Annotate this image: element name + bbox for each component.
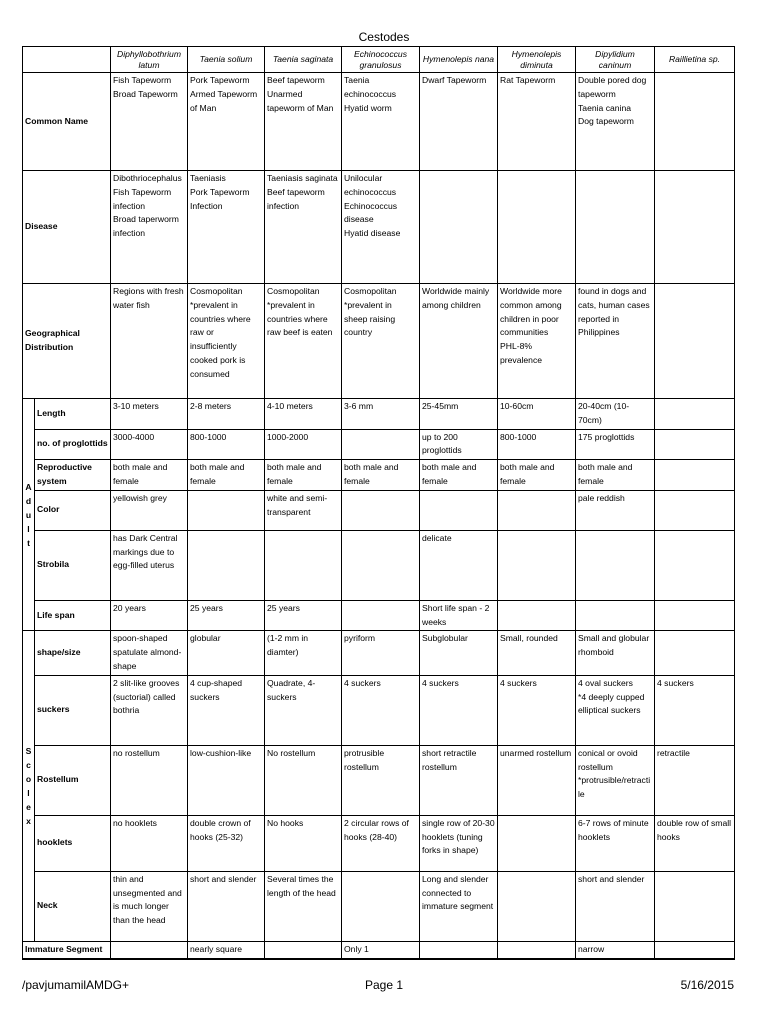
row-label: Geographical Distribution [23,284,111,399]
table-cell: nearly square [188,941,265,959]
table-row-color [23,490,735,530]
table-cell: unarmed rostellum [498,745,576,815]
table-cell: Worldwide more common among children in poor communities PHL-8% prevalence [498,284,576,399]
table-cell: 20 years [111,600,188,631]
table-row-shape [23,631,735,675]
table-cell [498,600,576,631]
table-row-length [23,399,735,430]
table-cell: 800-1000 [188,429,265,460]
table-cell: up to 200 proglottids [420,429,498,460]
header-row [23,47,735,73]
table-cell [111,941,188,959]
table-cell: Double pored dog tapeworm Taenia canina Dog tapeworm [576,73,655,171]
table-cell: 2-8 meters [188,399,265,430]
table-row-disease [23,171,735,284]
footer-page-number: Page 1 [364,978,404,992]
table-cell: double row of small hooks [655,815,735,871]
table-cell [188,530,265,600]
row-label: Disease [23,171,111,284]
table-cell [655,284,735,399]
table-row-geo [23,284,735,399]
table-cell: pale reddish [576,490,655,530]
table-cell [655,490,735,530]
row-label: Reproductive system [35,460,111,491]
table-cell: 6-7 rows of minute hooklets [576,815,655,871]
table-cell: 20-40cm (10-70cm) [576,399,655,430]
table-cell: short and slender [576,871,655,941]
table-cell: Small and globular rhomboid [576,631,655,675]
table-cell: conical or ovoid rostellum *protrusible/retractile [576,745,655,815]
cestodes-table [22,46,735,960]
table-cell: Rat Tapeworm [498,73,576,171]
table-cell: single row of 20-30 hooklets (tuning forks in shape) [420,815,498,871]
table-cell: 4 oval suckers *4 deeply cupped elliptical suckers [576,675,655,745]
table-cell: 25-45mm [420,399,498,430]
table-row-lifespan [23,600,735,631]
table-cell: both male and female [111,460,188,491]
table-row-strobila [23,530,735,600]
table-cell: 4-10 meters [265,399,342,430]
group-label-scolex: S c o l e x [23,631,35,941]
table-cell: 3-6 mm [342,399,420,430]
table-cell: Subglobular [420,631,498,675]
table-cell [655,399,735,430]
table-cell: 25 years [265,600,342,631]
table-cell: Taeniasis Pork Tapeworm Infection [188,171,265,284]
row-label: suckers [35,675,111,745]
table-row-suckers [23,675,735,745]
row-label: Length [35,399,111,430]
table-cell [342,600,420,631]
column-header: Hymenolepis nana [420,47,498,73]
table-cell [655,429,735,460]
table-cell: retractile [655,745,735,815]
table-cell: low-cushion-like [188,745,265,815]
row-label: Immature Segment [23,941,111,959]
table-cell: delicate [420,530,498,600]
row-label: Strobila [35,530,111,600]
table-cell: both male and female [576,460,655,491]
table-cell: found in dogs and cats, human cases reported in Philippines [576,284,655,399]
page-title: Cestodes [358,30,410,44]
table-cell [576,171,655,284]
table-cell [265,530,342,600]
table-cell: Worldwide mainly among children [420,284,498,399]
table-row-hooklets [23,815,735,871]
table-cell [498,490,576,530]
table-row-proglottids [23,429,735,460]
table-cell: 3000-4000 [111,429,188,460]
table-cell [655,73,735,171]
table-cell [498,941,576,959]
table-cell: 4 suckers [342,675,420,745]
row-label: Neck [35,871,111,941]
table-cell [655,941,735,959]
table-cell: Quadrate, 4-suckers [265,675,342,745]
table-cell: 10-60cm [498,399,576,430]
table-cell: Fish Tapeworm Broad Tapeworm [111,73,188,171]
row-label: Common Name [23,73,111,171]
table-cell: both male and female [265,460,342,491]
column-header: Raillietina sp. [655,47,735,73]
table-row-common-name [23,73,735,171]
row-label: hooklets [35,815,111,871]
column-header: Taenia saginata [265,47,342,73]
table-cell [655,631,735,675]
table-cell [498,171,576,284]
row-label: Rostellum [35,745,111,815]
header-corner [23,47,111,73]
table-cell: white and semi-transparent [265,490,342,530]
table-cell: Regions with fresh water fish [111,284,188,399]
table-row-rostellum [23,745,735,815]
column-header: Taenia solium [188,47,265,73]
table-cell: No rostellum [265,745,342,815]
table-cell: spoon-shaped spatulate almond-shape [111,631,188,675]
table-cell: Dwarf Tapeworm [420,73,498,171]
table-cell [498,530,576,600]
table-cell: Small, rounded [498,631,576,675]
table-cell: 3-10 meters [111,399,188,430]
table-cell: 4 suckers [420,675,498,745]
table-cell: Only 1 [342,941,420,959]
table-cell [342,429,420,460]
column-header: Hymenolepis diminuta [498,47,576,73]
table-cell: (1-2 mm in diamter) [265,631,342,675]
table-cell: 4 suckers [498,675,576,745]
column-header: Diphyllobothrium latum [111,47,188,73]
table-cell [576,600,655,631]
column-header: Dipylidium caninum [576,47,655,73]
table-cell: protrusible rostellum [342,745,420,815]
table-cell: double crown of hooks (25-32) [188,815,265,871]
table-cell: Beef tapeworm Unarmed tapeworm of Man [265,73,342,171]
table-cell [655,171,735,284]
table-cell: 2 slit-like grooves (suctorial) called bothria [111,675,188,745]
table-cell: short retractile rostellum [420,745,498,815]
table-cell [420,490,498,530]
table-cell [265,941,342,959]
group-label-adult: A d u l t [23,399,35,631]
table-cell: Dibothriocephalus Fish Tapeworm infection Broad taperworm infection [111,171,188,284]
table-cell: Cosmopolitan *prevalent in countries where raw or insufficiently cooked pork is consumed [188,284,265,399]
table-cell: globular [188,631,265,675]
table-cell: Taeniasis saginata Beef tapeworm infection [265,171,342,284]
table-cell [655,460,735,491]
table-cell [655,530,735,600]
table-cell: Short life span - 2 weeks [420,600,498,631]
table-cell: pyriform [342,631,420,675]
table-cell [576,530,655,600]
table-cell [342,871,420,941]
row-label: Color [35,490,111,530]
row-label: no. of proglottids [35,429,111,460]
table-row-neck [23,871,735,941]
table-cell: 2 circular rows of hooks (28-40) [342,815,420,871]
table-cell [498,871,576,941]
table-cell [188,490,265,530]
table-cell: both male and female [342,460,420,491]
table-cell: 4 suckers [655,675,735,745]
table-cell [342,530,420,600]
footer-left: /pavjumamilAMDG+ [22,978,130,992]
table-row-immature [23,941,735,959]
table-cell: both male and female [188,460,265,491]
table-cell: Unilocular echinococcus Echinococcus disease Hyatid disease [342,171,420,284]
table-cell: Pork Tapeworm Armed Tapeworm of Man [188,73,265,171]
table-cell [655,600,735,631]
table-cell: Several times the length of the head [265,871,342,941]
table-cell: 800-1000 [498,429,576,460]
table-row-repro [23,460,735,491]
table-cell: 4 cup-shaped suckers [188,675,265,745]
row-label: Life span [35,600,111,631]
table-cell: narrow [576,941,655,959]
table-cell: has Dark Central markings due to egg-filled uterus [111,530,188,600]
table-cell: no rostellum [111,745,188,815]
table-cell: No hooks [265,815,342,871]
table-cell: 175 proglottids [576,429,655,460]
footer-date: 5/16/2015 [680,978,734,992]
table-cell: Cosmopolitan *prevalent in countries where raw beef is eaten [265,284,342,399]
table-cell: both male and female [498,460,576,491]
table-cell: yellowish grey [111,490,188,530]
table-cell: no hooklets [111,815,188,871]
table-cell [420,171,498,284]
table-cell: 1000-2000 [265,429,342,460]
table-cell: 25 years [188,600,265,631]
table-cell: short and slender [188,871,265,941]
table-cell: both male and female [420,460,498,491]
table-cell: thin and unsegmented and is much longer than the head [111,871,188,941]
table-cell [420,941,498,959]
row-label: shape/size [35,631,111,675]
table-cell: Taenia echinococcus Hyatid worm [342,73,420,171]
table-cell [655,871,735,941]
table-cell [342,490,420,530]
table-cell: Cosmopolitan *prevalent in sheep raising country [342,284,420,399]
table-cell: Long and slender connected to immature segment [420,871,498,941]
table-cell [498,815,576,871]
column-header: Echinococcus granulosus [342,47,420,73]
